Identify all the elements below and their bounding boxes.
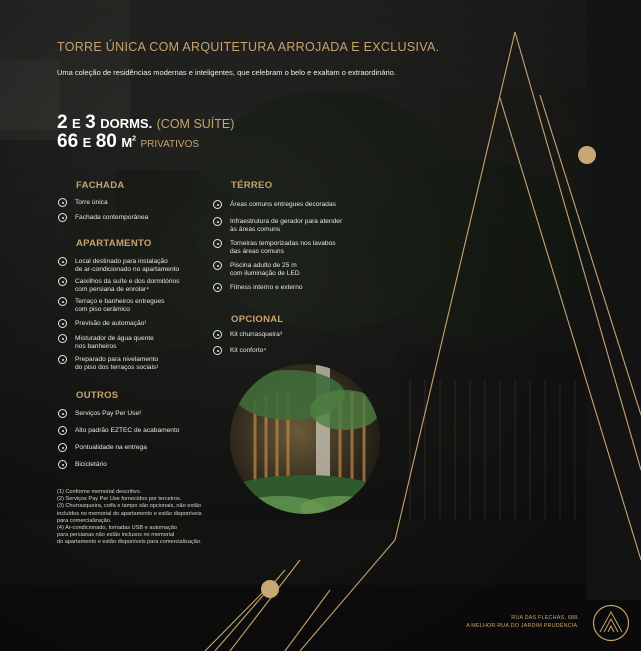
list-item — [58, 444, 179, 452]
fachada-list — [58, 199, 148, 222]
automation-icon — [58, 319, 67, 328]
list-item — [58, 356, 179, 372]
list-item — [58, 199, 148, 207]
area-unit: M — [121, 135, 133, 150]
fitness-icon — [213, 283, 222, 292]
list-item — [58, 258, 179, 274]
facade-icon — [58, 213, 67, 222]
area-connector: E — [82, 135, 92, 150]
list-item — [58, 335, 179, 351]
list-item — [58, 214, 148, 222]
address: RUA DAS FLECHAS, 688. A MELHOR RUA DO JARDIM PRUDÊNCIA. — [466, 615, 579, 629]
area-label: PRIVATIVOS — [140, 139, 200, 150]
generator-icon — [213, 217, 222, 226]
list-item — [213, 331, 282, 339]
list-item — [213, 284, 342, 292]
dorms-connector: E — [72, 116, 81, 131]
list-item-text: Infraestrutura de gerador para atender às áreas comuns — [230, 218, 343, 233]
sofa-icon — [213, 200, 222, 209]
list-item-text: Misturador de água quente nos banheiros — [75, 335, 154, 350]
list-item-text: Serviços Pay Per Use² — [75, 410, 142, 417]
section-title-fachada: FACHADA — [76, 180, 125, 191]
area-number-1: 66 — [57, 131, 79, 152]
floor-tile-icon — [58, 297, 67, 306]
terreo-list — [213, 201, 342, 292]
unit-summary — [57, 112, 234, 153]
list-item-text: Piscina adulto de 25 m com iluminação de LED — [230, 262, 300, 277]
building-icon — [58, 198, 67, 207]
outros-list — [58, 410, 179, 469]
grill-icon — [213, 330, 222, 339]
list-item-text: Fitness interno e externo — [230, 284, 303, 291]
shutter-icon — [58, 277, 67, 286]
list-item-text: Alto padrão EZTEC de acabamento — [75, 427, 180, 434]
apartamento-list — [58, 258, 179, 372]
list-item — [213, 201, 342, 209]
list-item-text: Terraço e banheiros entregues com piso cerâmico — [75, 298, 165, 313]
list-item — [58, 320, 179, 328]
list-item — [58, 410, 179, 418]
faucet-icon — [213, 239, 222, 248]
air-conditioner-icon — [58, 257, 67, 266]
list-item-text: Áreas comuns entregues decoradas — [230, 201, 336, 208]
dorms-label: DORMS. — [100, 116, 153, 131]
list-item — [58, 278, 179, 294]
list-item — [213, 218, 342, 234]
list-item-text: Bicicletário — [75, 461, 107, 468]
list-item-text: Previsão de automação¹ — [75, 320, 147, 327]
footnotes: (1) Conforme memorial descritivo. (2) Serviços Pay Per Use fornecidos por terceiros. (3) Churrasqueira, coifa e tampo são opcionais, não estão incluídos no memorial do apartamento e estão disponíveis para comercialização. (4) Ar-condicionado, tomadas USB e automação para persianas não estão inclusos no memorial do apartamento e estão disponíveis para comercialização. — [57, 489, 202, 546]
area-number-2: 80 — [95, 131, 117, 152]
dorms-number-2: 3 — [85, 112, 96, 133]
list-item-text: Caixilhos da suíte e dos dormitórios com persiana de enrolar⁴ — [75, 278, 180, 293]
section-title-terreo: TÉRREO — [231, 180, 273, 191]
headline: TORRE ÚNICA COM ARQUITETURA ARROJADA E EXCLUSIVA. — [57, 40, 440, 54]
leveling-icon — [58, 355, 67, 364]
opcional-list — [213, 331, 282, 355]
comfort-icon — [213, 346, 222, 355]
section-title-apartamento: APARTAMENTO — [76, 238, 152, 249]
list-item-text: Local destinado para instalação de ar-condicionado no apartamento — [75, 258, 180, 273]
pay-per-use-icon — [58, 409, 67, 418]
list-item — [58, 427, 179, 435]
list-item — [213, 240, 342, 256]
list-item-text: Pontualidade na entrega — [75, 444, 147, 451]
clock-icon — [58, 443, 67, 452]
list-item — [58, 461, 179, 469]
section-title-outros: OUTROS — [76, 390, 119, 401]
list-item — [58, 298, 179, 314]
subheadline: Uma coleção de residências modernas e inteligentes, que celebram o belo e exaltam o extraordinário. — [57, 68, 396, 77]
area-unit-sup: 2 — [132, 135, 137, 143]
suite-label: (COM SUÍTE) — [156, 117, 235, 131]
list-item — [213, 347, 282, 355]
list-item-text: Fachada contemporânea — [75, 214, 149, 221]
list-item-text: Torre única — [75, 199, 108, 206]
section-title-opcional: OPCIONAL — [231, 314, 284, 325]
water-mixer-icon — [58, 334, 67, 343]
pool-icon — [213, 261, 222, 270]
list-item-text: Preparado para nivelamento do piso dos terraços sociais¹ — [75, 356, 159, 371]
list-item-text: Torneiras temporizadas nos lavabos das áreas comuns — [230, 240, 336, 255]
list-item-text: Kit conforto⁴ — [230, 347, 267, 354]
brand-logo — [592, 604, 630, 642]
list-item — [213, 262, 342, 278]
quality-icon — [58, 426, 67, 435]
dorms-number-1: 2 — [57, 112, 68, 133]
list-item-text: Kit churrasqueira³ — [230, 331, 283, 338]
bicycle-icon — [58, 460, 67, 469]
